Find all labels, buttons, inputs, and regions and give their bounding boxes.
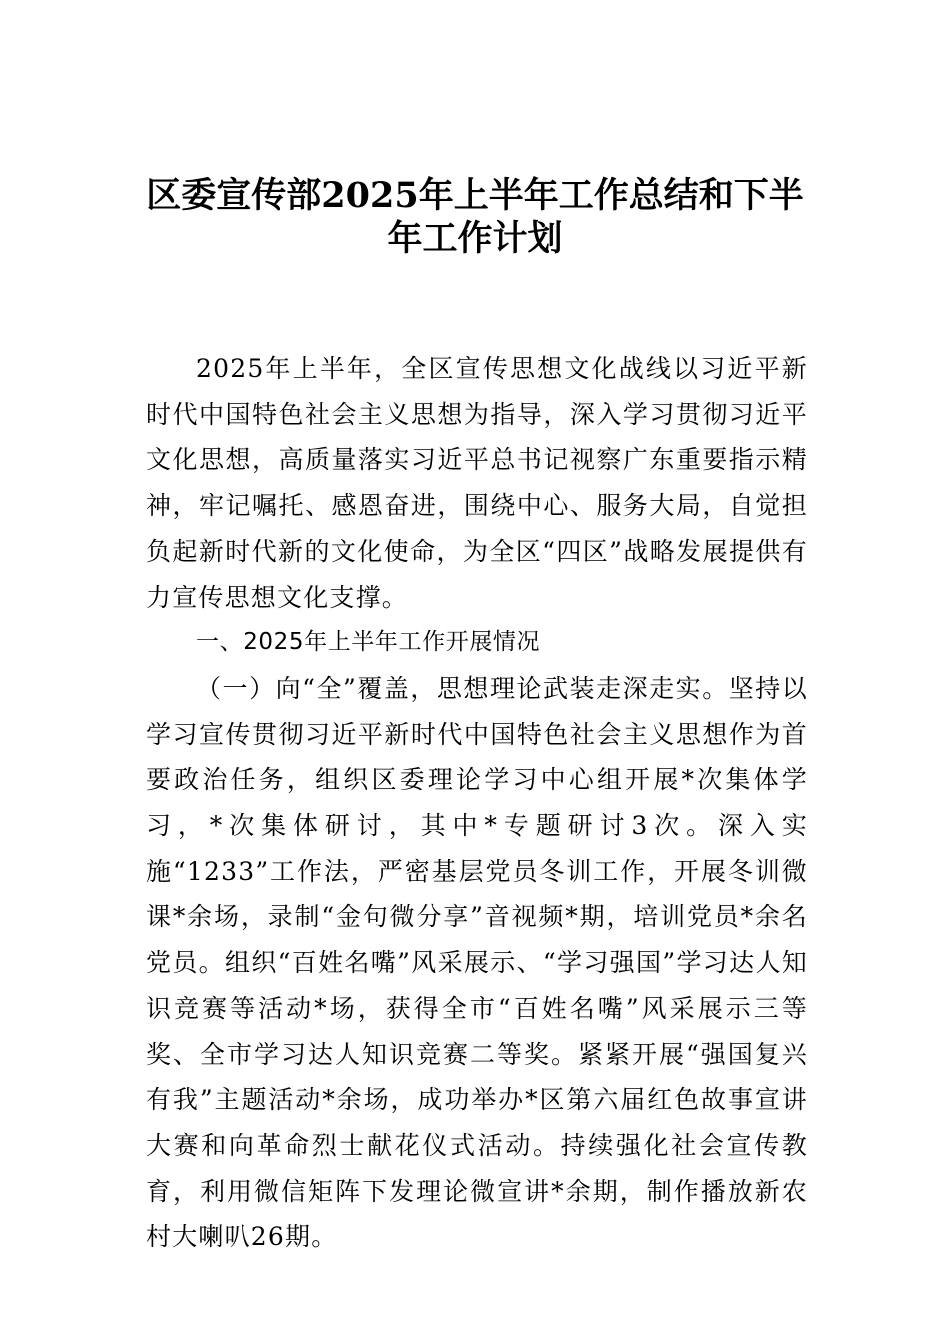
- document-title-line-2: 年工作计划: [387, 218, 563, 259]
- subsection-body-1: 坚持以学习宣传贯彻习近平新时代中国特色社会主义思想作为首要政治任务，组织区委理论学习中心组开展*次集体学习，*次集体研讨，其中*专题研讨3次。深入实施“1233”工作法，严密基层党员冬训工作，开展冬训微课*余场，录制“金句微分享”音视频*期，培训党员*余名党员。组织“百姓名嘴”风采展示、“学习强国”学习达人知识竞赛等活动*场，获得全市“百姓名嘴”风采展示三等奖、全市学习达人知识竞赛二等奖。紧紧开展“强国复兴有我”主题活动*余场，成功举办*区第六届红色故事宣讲大赛和向革命烈士献花仪式活动。持续强化社会宣传教育，利用微信矩阵下发理论微宣讲*余期，制作播放新农村大喇叭26期。: [146, 673, 808, 1252]
- subsection-paragraph-1: [146, 666, 808, 1260]
- subsection-heading-1: （一）向“全”覆盖，思想理论武装走深走实。: [196, 673, 729, 703]
- document-body: [146, 346, 808, 1260]
- section-heading-1: 一、2025年上半年工作开展情况: [196, 629, 541, 656]
- document-title-line-1: 区委宣传部2025年上半年工作总结和下半: [146, 175, 804, 216]
- intro-paragraph: 2025年上半年，全区宣传思想文化战线以习近平新时代中国特色社会主义思想为指导，深入学习贯彻习近平文化思想，高质量落实习近平总书记视察广东重要指示精神，牢记嘱托、感恩奋进，围绕中心、服务大局，自觉担负起新时代新的文化使命，为全区“四区”战略发展提供有力宣传思想文化支撑。: [146, 354, 808, 612]
